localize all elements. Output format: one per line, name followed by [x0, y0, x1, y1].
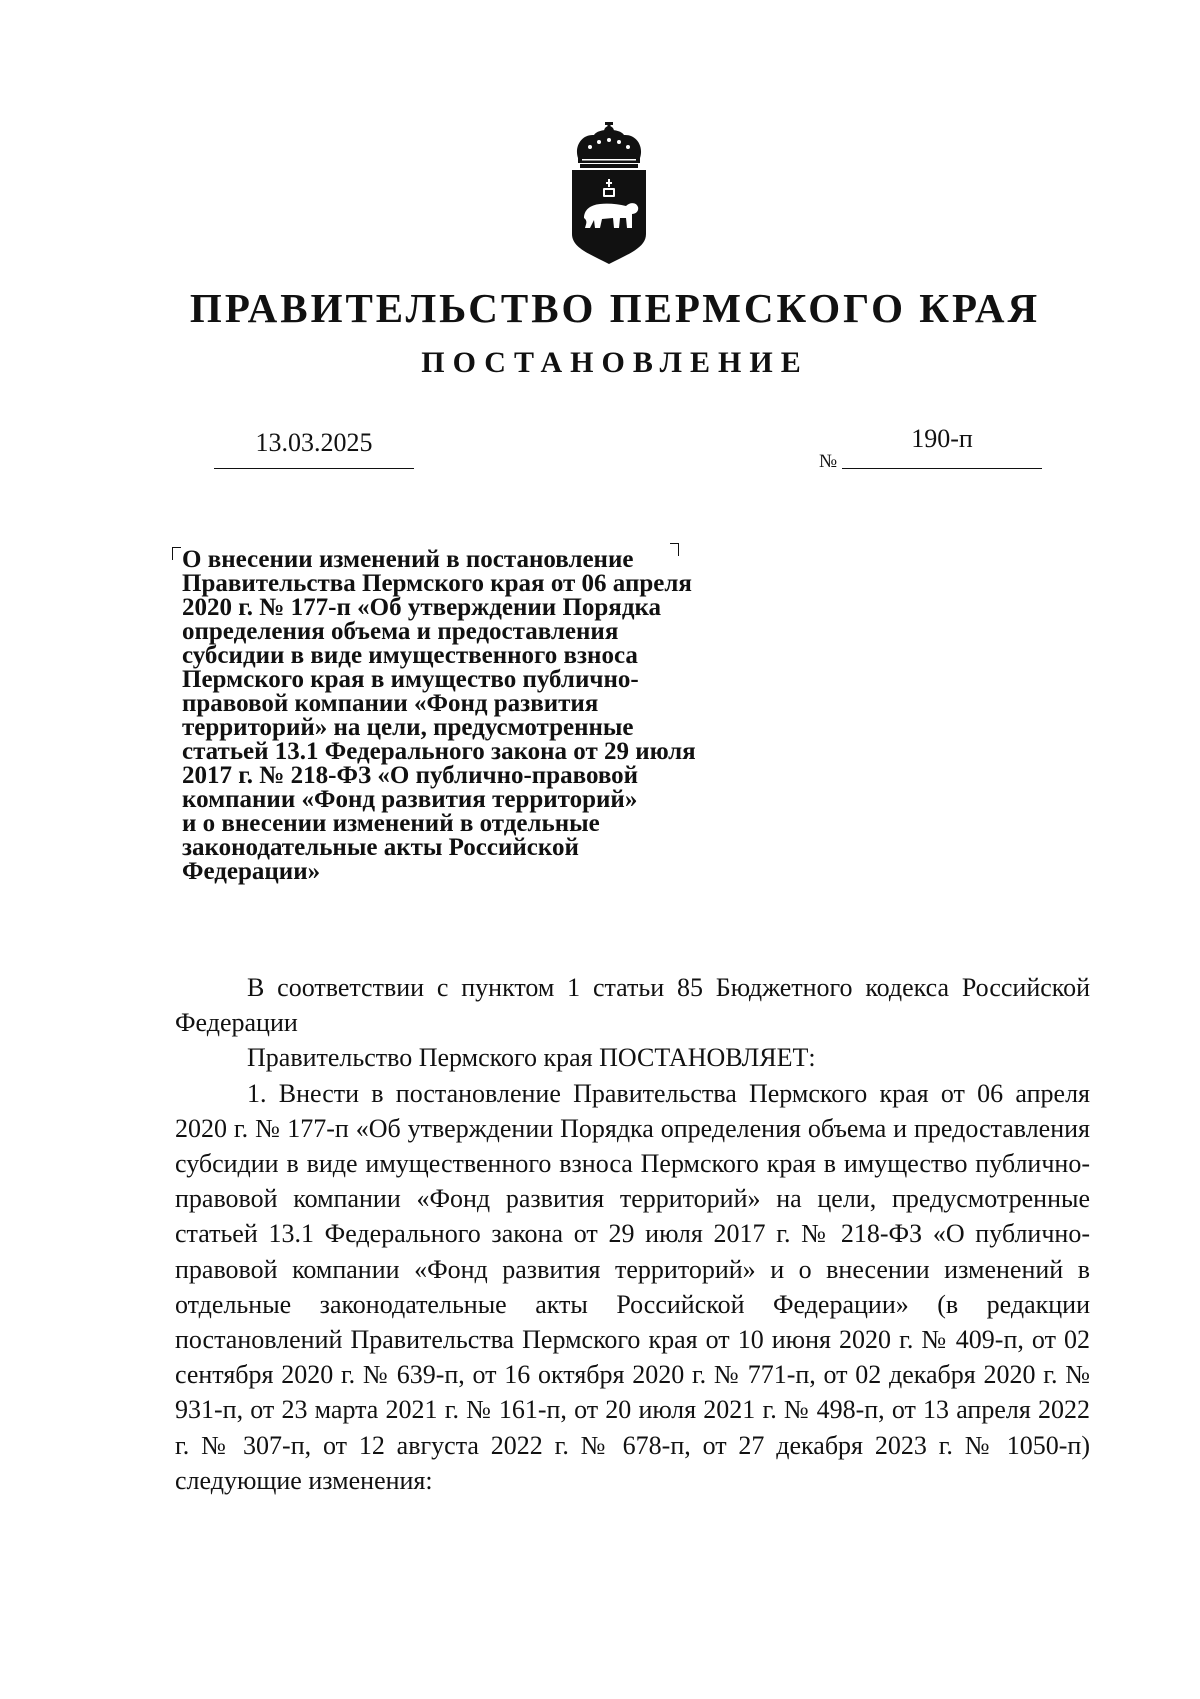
- perm-krai-coat-of-arms-icon: [566, 122, 652, 268]
- subject-line: Федерации»: [182, 858, 321, 885]
- subject-line: компании «Фонд развития территорий»: [182, 786, 638, 813]
- document-date: 13.03.2025: [255, 428, 373, 457]
- document-body: [175, 970, 1090, 1498]
- subject-left-bracket: [172, 547, 181, 560]
- subject-line: территорий» на цели, предусмотренные: [182, 714, 634, 741]
- subject-line: О внесении изменений в постановление: [182, 546, 634, 573]
- subject-line: законодательные акты Российской: [182, 834, 579, 861]
- number-underline: [842, 468, 1042, 469]
- subject-line: определения объема и предоставления: [182, 618, 619, 645]
- subject-line: правовой компании «Фонд развития: [182, 690, 599, 717]
- document-type: ПОСТАНОВЛЕНИЕ: [421, 346, 809, 379]
- subject-line: 2017 г. № 218-ФЗ «О публично-правовой: [182, 762, 639, 789]
- resolution-paragraph: Правительство Пермского края ПОСТАНОВЛЯЕТ:: [247, 1043, 816, 1073]
- subject-line: Пермского края в имущество публично-: [182, 666, 639, 693]
- subject-line: и о внесении изменений в отдельные: [182, 810, 600, 837]
- document-number: 190-п: [911, 424, 973, 453]
- subject-line: статьей 13.1 Федерального закона от 29 июля: [182, 738, 696, 765]
- subject-line: 2020 г. № 177-п «Об утверждении Порядка: [182, 594, 661, 621]
- document-subject: [182, 548, 782, 884]
- organization-title: ПРАВИТЕЛЬСТВО ПЕРМСКОГО КРАЯ: [189, 285, 1041, 331]
- date-underline: [214, 468, 414, 469]
- legal-basis-paragraph: В соответствии с пунктом 1 статьи 85 Бюджетного кодекса Российской Федерации: [175, 973, 1090, 1038]
- amendment-paragraph: 1. Внести в постановление Правительства Пермского края от 06 апреля 2020 г. № 177-п «Об утверждении Порядка определения объема и предоставления субсидии в виде имущественного взноса Пермского края в имущество публично-правовой компании «Фонд развития территорий» на цели, предусмотренные статьей 13.1 Федерального закона от 29 июля 2017 г. № 218-ФЗ «О публично-правовой компании «Фонд развития территорий» и о внесении изменений в отдельные законодательные акты Российской Федерации» (в редакции постановлений Правительства Пермского края от 10 июня 2020 г. № 409-п, от 02 сентября 2020 г. № 639-п, от 16 октября 2020 г. № 771-п, от 02 декабря 2020 г. № 931-п, от 23 марта 2021 г. № 161-п, от 20 июля 2021 г. № 498-п, от 13 апреля 2022 г. № 307-п, от 12 августа 2022 г. № 678-п, от 27 декабря 2023 г. № 1050-п) следующие изменения:: [175, 1078, 1090, 1495]
- number-sign: №: [819, 451, 838, 472]
- subject-line: Правительства Пермского края от 06 апреля: [182, 570, 692, 597]
- subject-line: субсидии в виде имущественного взноса: [182, 642, 638, 669]
